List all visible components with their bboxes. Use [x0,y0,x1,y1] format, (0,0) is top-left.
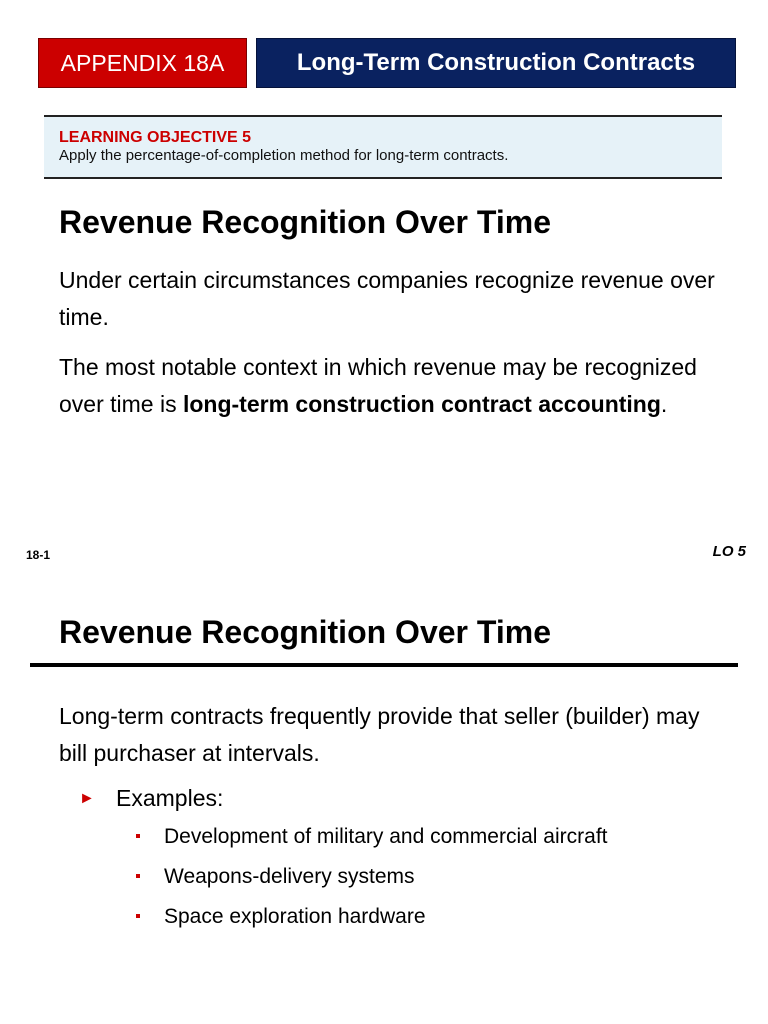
paragraph-2-end: . [660,391,668,417]
list-item [136,905,607,945]
chapter-title: Long-Term Construction Contracts [256,38,736,88]
learning-objective-text: Apply the percentage-of-completion method for long-term contracts. [59,147,509,164]
list-item-text: Space exploration hardware [164,905,426,928]
paragraph-long-term-contracts: Long-term contracts frequently provide that seller (builder) may bill purchaser at intervals. [59,703,700,766]
paragraph-revenue-over-time: Under certain circumstances companies recognize revenue over time. [59,267,715,330]
square-bullet-icon [136,874,140,878]
list-item-text: Development of military and commercial aircraft [164,825,608,848]
bullet-examples-label: Examples: [116,785,224,811]
triangle-bullet-icon: ► [79,789,95,807]
heading-divider [30,663,738,667]
lo-tag: LO 5 [712,543,746,560]
square-bullet-icon [136,914,140,918]
slide-2 [0,580,768,1024]
appendix-label: APPENDIX 18A [38,38,247,88]
bullet-examples [79,785,223,812]
slide-2-heading: Revenue Recognition Over Time [59,614,551,650]
square-bullet-icon [136,834,140,838]
page-number: 18-1 [26,548,51,562]
learning-objective-box [44,115,722,179]
slide-1-heading: Revenue Recognition Over Time [59,204,551,240]
list-item [136,865,607,905]
learning-objective-title: LEARNING OBJECTIVE 5 [59,129,252,146]
list-item [136,825,607,865]
examples-list [136,825,607,945]
list-item-text: Weapons-delivery systems [164,865,415,888]
paragraph-2-bold: long-term construction contract accounting [182,391,661,417]
paragraph-notable-context [59,349,729,423]
paragraph-2-start: The most notable context in which revenue may be recognized over time is [59,354,697,417]
